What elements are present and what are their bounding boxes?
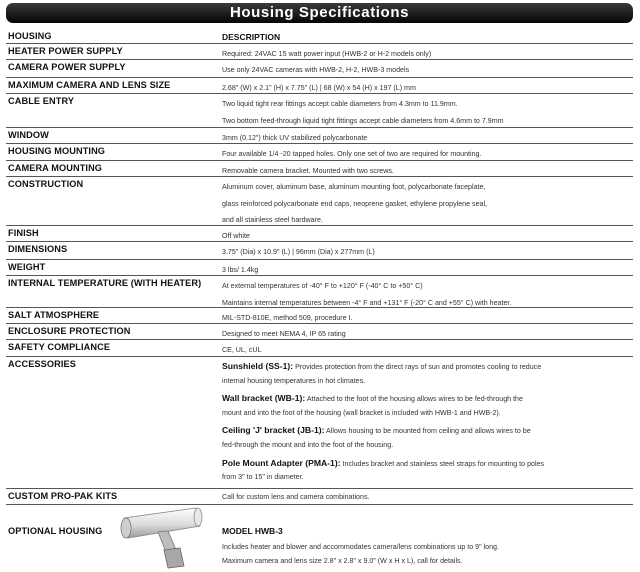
spec-label: WINDOW: [8, 130, 49, 140]
table-row: [6, 128, 633, 144]
spec-description: [222, 179, 630, 229]
spec-label: HOUSING MOUNTING: [8, 146, 106, 156]
accessories-list: [222, 359, 630, 485]
spec-label: ENCLOSURE PROTECTION: [8, 326, 131, 336]
accessory-item-cont: fed-through the mount and into the foot of the housing.: [222, 440, 394, 449]
page-title: Housing Specifications: [6, 3, 633, 23]
spec-description-line: Four available 1/4 -20 tapped holes. Only one set of two are required for mounting.: [222, 150, 482, 158]
spec-label: SALT ATMOSPHERE: [8, 310, 100, 320]
accessory-item-cont: from 3" to 15" in diameter.: [222, 473, 304, 482]
spec-label: HEATER POWER SUPPLY: [8, 46, 123, 56]
spec-description-line: MIL-STD-810E, method 509, procedure I.: [222, 314, 353, 322]
spec-label: SAFETY COMPLIANCE: [8, 342, 111, 352]
spec-label: INTERNAL TEMPERATURE (WITH HEATER): [8, 278, 202, 288]
spec-description-line: CE, UL, cUL: [222, 346, 262, 354]
spec-label: DIMENSIONS: [8, 244, 68, 254]
spec-description-line: At external temperatures of -40° F to +120° F (-40° C to +50° C): [222, 282, 423, 290]
spec-label: CONSTRUCTION: [8, 179, 84, 189]
custom-label: CUSTOM PRO-PAK KITS: [8, 491, 118, 501]
spec-description-line: Removable camera bracket. Mounted with two screws.: [222, 167, 394, 175]
spec-label: MAXIMUM CAMERA AND LENS SIZE: [8, 80, 171, 90]
table-row: [6, 340, 633, 357]
table-row: [6, 308, 633, 324]
spec-description-line: Two bottom feed-through liquid tight fittings accept cable diameters from 4.6mm to 7.9mm: [222, 116, 504, 125]
accessories-row: [6, 357, 633, 489]
table-row: [6, 44, 633, 60]
table-row: [6, 242, 633, 260]
spec-description-line: 2.68" (W) x 2.1" (H) x 7.75" (L) | 68 (W) x 54 (H) x 197 (L) mm: [222, 84, 416, 92]
table-row: [6, 177, 633, 226]
custom-pro-pak-row: [6, 489, 633, 505]
table-row: [6, 144, 633, 161]
spec-description-line: 3mm (0.12") thick UV stabilized polycarbonate: [222, 134, 368, 142]
spec-label: CAMERA POWER SUPPLY: [8, 62, 126, 72]
table-header: [6, 29, 633, 44]
spec-label: CAMERA MOUNTING: [8, 163, 103, 173]
optional-line: Includes heater and blower and accommodates camera/lens combinations up to 9" long.: [222, 543, 499, 551]
optional-label: OPTIONAL HOUSING: [8, 526, 103, 536]
table-row: [6, 260, 633, 276]
table-row: [6, 276, 633, 308]
accessory-item-cont: mount and into the foot of the housing (wall bracket is included with HWB-1 and HWB-2).: [222, 408, 501, 417]
table-row: [6, 94, 633, 128]
spec-description-line: 3.75" (Dia) x 10.9" (L) | 96mm (Dia) x 277mm (L): [222, 248, 375, 256]
header-description: DESCRIPTION: [222, 32, 281, 42]
spec-description-line: Designed to meet NEMA 4, IP 65 rating: [222, 330, 346, 338]
table-row: [6, 161, 633, 177]
spec-description-line: Required: 24VAC 15 watt power input (HWB-2 or H-2 models only): [222, 50, 432, 58]
accessory-item: Pole Mount Adapter (PMA-1): Includes bracket and stainless steel straps for mounting to poles: [222, 457, 545, 468]
table-row: [6, 226, 633, 242]
spec-description-line: glass reinforced polycarbonate end caps, neoprene gasket, ethylene propylene seal,: [222, 199, 488, 208]
spec-description-line: and all stainless steel hardware.: [222, 216, 323, 225]
spec-description-line: Use only 24VAC cameras with HWB-2, H-2, HWB-3 models: [222, 66, 410, 74]
spec-description-line: Aluminum cover, aluminum base, aluminum mounting foot, polycarbonate faceplate,: [222, 183, 486, 191]
spec-description: [222, 278, 630, 311]
spec-description: [222, 96, 630, 129]
accessory-item-cont: internal housing temperatures in hot climates.: [222, 376, 366, 385]
optional-housing-row: [6, 518, 633, 572]
spec-label: FINISH: [8, 228, 39, 238]
camera-housing-image: [118, 504, 210, 570]
custom-text: Call for custom lens and camera combinations.: [222, 493, 370, 501]
table-row: [6, 324, 633, 340]
spec-description-line: Off white: [222, 232, 250, 240]
spec-label: WEIGHT: [8, 262, 46, 272]
optional-line: Maximum camera and lens size 2.8" x 2.8" x 9.0" (W x H x L), call for details.: [222, 557, 463, 565]
spec-description-line: Two liquid tight rear fittings accept cable diameters from 4.3mm to 11.9mm.: [222, 100, 458, 108]
spec-description: [222, 62, 630, 79]
accessories-label: ACCESSORIES: [8, 359, 76, 369]
spec-description-line: Maintains internal temperatures between -4° F and +131° F (-20° C and +55° C) with heater.: [222, 298, 512, 307]
accessory-item: Wall bracket (WB-1): Attached to the foot of the housing allows wires to be fed-through the: [222, 393, 523, 404]
table-row: [6, 78, 633, 94]
optional-model: MODEL HWB-3: [222, 526, 283, 536]
accessory-item: Ceiling 'J' bracket (JB-1): Allows housing to be mounted from ceiling and allows wires to be: [222, 425, 531, 436]
header-housing: HOUSING: [8, 31, 52, 41]
spec-label: CABLE ENTRY: [8, 96, 75, 106]
table-row: [6, 60, 633, 78]
spec-description: [222, 244, 630, 261]
accessory-item: Sunshield (SS-1): Provides protection from the direct rays of sun and promotes cooling to reduce: [222, 361, 542, 371]
spec-description-line: 3 lbs/ 1.4kg: [222, 266, 259, 274]
